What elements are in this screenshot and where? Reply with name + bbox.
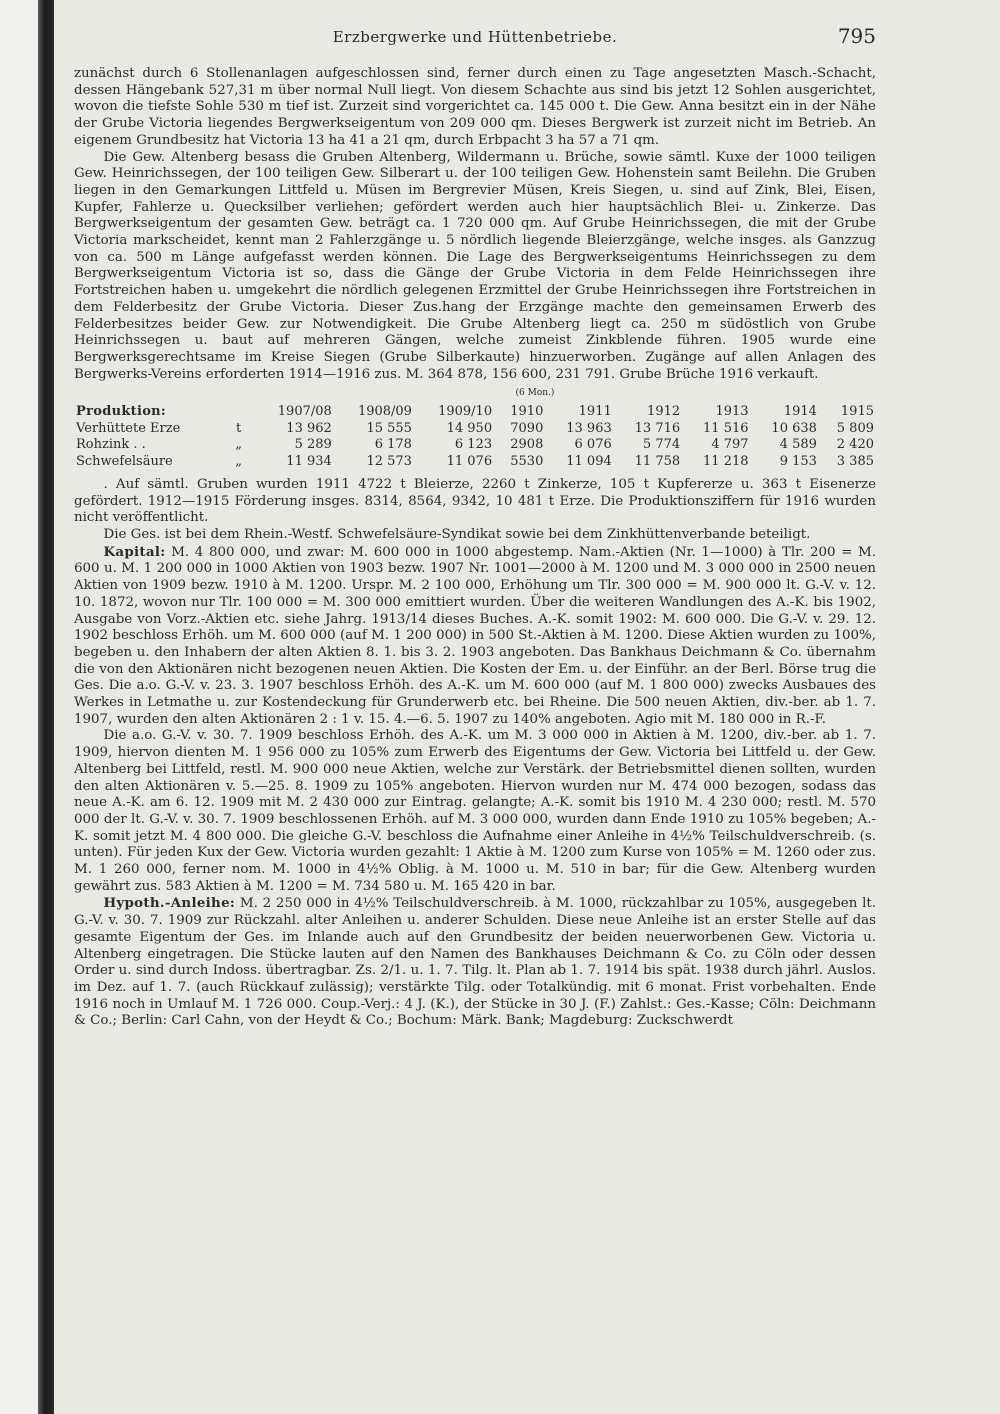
table-cell: 6 123: [454, 437, 493, 453]
kapital-paragraph: [74, 544, 876, 729]
row-unit: t: [236, 420, 242, 436]
main-text: [74, 66, 876, 1030]
year-header: 1915: [840, 404, 874, 420]
table-cell: 2 420: [836, 437, 874, 453]
table-cell: 6 178: [374, 437, 412, 453]
paragraph: zunächst durch 6 Stollenanlagen aufgeschlossen sind, ferner durch einen zu Tage angesetzten Masch.-Schacht, dessen Hängebank 527,31 m über normal Null liegt. Von diesem Schachte aus sind bis jetzt 12 Sohlen ausgerichtet, wovon die tiefste Sohle 530 m tief ist. Zurzeit sind vorgerichtet ca. 145 000 t. Die Gew. Anna besitzt ein in der Nähe der Grube Victoria liegendes Bergwerkseigentum von 209 000 qm. Dieses Bergwerk ist zurzeit nicht im Betrieb. An eigenem Grundbesitz hat Victoria 13 ha 41 a 21 qm, durch Erbpacht 3 ha 57 a 71 qm.: [74, 66, 876, 148]
table-row: [74, 437, 876, 454]
table-cell: 3 385: [836, 454, 874, 470]
table-header-row: [74, 404, 876, 421]
table-cell: 4 797: [711, 437, 749, 453]
production-heading: Produktion:: [76, 404, 167, 420]
year-header: 1914: [783, 404, 817, 420]
kapital-text: M. 4 800 000, und zwar: M. 600 000 in 1000 abgestemp. Nam.-Aktien (Nr. 1—1000) à Tlr. 200 = M. 600 u. M. 1 200 000 in 1000 Aktien von 1903 bezw. 1907 Nr. 1001—2000 à M. 1200 und M. 3 000 000 in 2500 neuen Aktien von 1909 bezw. 1910 à M. 1200. Urspr. M. 2 100 000, Erhöhung um Tlr. 300 000 = M. 900 000 lt. G.-V. v. 12. 10. 1872, wovon nur Tlr. 100 000 = M. 300 000 emittiert wurden. Über die weiteren Wandlungen des A.-K. bis 1902, Ausgabe von Vorz.-Aktien etc. siehe Jahrg. 1913/14 dieses Buches. A.-K. somit 1902: M. 600 000. Die G.-V. v. 29. 12. 1902 beschloss Erhöh. um M. 600 000 (auf M. 1 200 000) in 500 St.-Aktien à M. 1200. Diese Aktien wurden zu 100%, begeben u. den Inhabern der alten Aktien 8. 1. bis 3. 2. 1903 angeboten. Das Bankhaus Deichmann & Co. übernahm die von den Aktionären nicht bezogenen neuen Aktien. Die Kosten der Em. u. der Einführ. an der Berl. Börse trug die Ges. Die a.o. G.-V. v. 23. 3. 1907 beschloss Erhöh. des A.-K. um M. 600 000 (auf M. 1 800 000) zwecks Ausbaues des Werkes in Letmathe u. zur Kostendeckung für Grunderwerb etc. bei Rheine. Die 500 neuen Aktien, div.-ber. ab 1. 7. 1907, wurden den alten Aktionären 2 : 1 v. 15. 4.—6. 5. 1907 zu 140% angeboten. Agio mit M. 180 000 in R.-F.: [74, 544, 876, 727]
anleihe-text: M. 2 250 000 in 4½% Teilschuldverschreib. à M. 1000, rückzahlbar zu 105%, ausgegeben lt. G.-V. v. 30. 7. 1909 zur Rückzahl. alter Anleihen u. anderer Schulden. Diese neue Anleihe ist an erster Stelle auf das gesamte Eigentum der Ges. im Inlande auch auf den Grundbesitz der beiden neuerworbenen Gew. Victoria u. Altenberg eingetragen. Die Stücke lauten auf den Namen des Bankhauses Deichmann & Co. zu Cöln oder dessen Order u. sind durch Indoss. übertragbar. Zs. 2/1. u. 1. 7. Tilg. lt. Plan ab 1. 7. 1914 bis spät. 1938 durch jährl. Auslos. im Dez. auf 1. 7. (auch Rückkauf zulässig); verstärkte Tilg. oder Totalkündig. mit 6 monat. Frist vorbehalten. Ende 1916 noch in Umlauf M. 1 726 000. Coup.-Verj.: 4 J. (K.), der Stücke in 30 J. (F.) Zahlst.: Ges.-Kasse; Cöln: Deichmann & Co.; Berlin: Carl Cahn, von der Heydt & Co.; Bochum: Märk. Bank; Magdeburg: Zuckschwerdt: [74, 896, 876, 1029]
year-header: 1907/08: [277, 404, 332, 420]
production-table: [74, 404, 876, 471]
table-cell: 12 573: [366, 454, 412, 470]
table-cell: 5 289: [294, 437, 332, 453]
year-header: 1911: [578, 404, 612, 420]
running-header: [74, 22, 876, 56]
book-spine-shadow: [38, 0, 54, 1414]
table-cell: 9 153: [779, 454, 817, 470]
running-title: Erzbergwerke und Hüttenbetriebe.: [332, 28, 618, 46]
table-cell: 5530: [510, 454, 544, 470]
page-number: 795: [837, 24, 876, 48]
table-cell: 13 963: [566, 420, 612, 436]
row-unit: „: [235, 454, 243, 470]
table-cell: 5 809: [836, 420, 874, 436]
table-cell: 11 758: [634, 454, 681, 470]
table-cell: 11 094: [566, 454, 612, 470]
production-footnote-marker: (6 Mon.): [515, 388, 555, 399]
year-header: 1912: [647, 404, 681, 420]
table-cell: 10 638: [771, 420, 817, 436]
table-cell: 13 716: [634, 420, 681, 436]
anleihe-heading: Hypoth.-Anleihe:: [103, 895, 236, 912]
year-header: 1909/10: [438, 404, 493, 420]
row-unit: „: [235, 437, 243, 453]
table-cell: 11 218: [703, 454, 749, 470]
year-header: 1908/09: [357, 404, 412, 420]
row-label: Schwefelsäure: [76, 454, 173, 470]
table-cell: 7090: [510, 420, 544, 436]
table-row: [74, 454, 876, 471]
paragraph: . Auf sämtl. Gruben wurden 1911 4722 t Bleierze, 2260 t Zinkerze, 105 t Kupfererze u. 363 t Eisenerze gefördert. 1912—1915 Förderung insges. 8314, 8564, 9342, 10 481 t Erze. Die Produktionsziffern für 1916 wurden nicht veröffentlicht.: [74, 476, 876, 526]
table-cell: 2908: [510, 437, 544, 453]
paragraph: Die a.o. G.-V. v. 30. 7. 1909 beschloss Erhöh. des A.-K. um M. 3 000 000 in Aktien à M. 1200, div.-ber. ab 1. 7. 1909, hiervon dienten M. 1 956 000 zu 105% zum Erwerb des Eigentums der Gew. Victoria bei Littfeld u. der Gew. Altenberg bei Littfeld, restl. M. 900 000 neue Aktien, welche zur Verstärk. der Betriebsmittel dienen sollten, wurden den alten Aktionären v. 5.—25. 8. 1909 zu 105% angeboten. Hiervon wurden nur M. 474 000 bezogen, sodass das neue A.-K. am 6. 12. 1909 mit M. 2 430 000 zur Eintrag. gelangte; A.-K. somit bis 1910 M. 4 230 000; restl. M. 570 000 der lt. G.-V. v. 30. 7. 1909 beschlossenen Erhöh. auf M. 3 000 000, wurden dann Ende 1910 zu 105% begeben; A.-K. somit jetzt M. 4 800 000. Die gleiche G.-V. beschloss die Aufnahme einer Anleihe in 4½% Teilschuldverschreib. (s. unten). Für jeden Kux der Gew. Victoria wurden gezahlt: 1 Aktie à M. 1200 zum Kurse von 105% = M. 1260 oder zus. M. 1 260 000, ferner nom. M. 1000 in 4½% Oblig. à M. 1000 u. M. 510 in bar; für die Gew. Altenberg wurden gewährt zus. 583 Aktien à M. 1200 = M. 734 580 u. M. 165 420 in bar.: [74, 728, 876, 894]
table-cell: 11 076: [446, 454, 493, 470]
table-cell: 13 962: [286, 420, 332, 436]
table-cell: 11 934: [286, 454, 332, 470]
paragraph: Die Gew. Altenberg besass die Gruben Altenberg, Wildermann u. Brüche, sowie sämtl. Kuxe der 1000 teiligen Gew. Heinrichssegen, der 100 teiligen Gew. Silberart u. der 100 teiligen Gew. Hohenstein samt Beilehn. Die Gruben liegen in den Gemarkungen Littfeld u. Müsen im Bergrevier Müsen, Kreis Siegen, u. sind auf Zink, Blei, Eisen, Kupfer, Fahlerze u. Quecksilber verliehen; gefördert werden auch hier hauptsächlich Blei- u. Zinkerze. Das Bergwerkseigentum der gesamten Gew. beträgt ca. 1 720 000 qm. Auf Grube Heinrichssegen, die mit der Grube Victoria markscheidet, kennt man 2 Fahlerzgänge u. 5 nördlich liegende Bleierzgänge, welche insges. als Ganzzug von ca. 500 m Länge aufgefasst werden können. Die Lage des Bergwerkseigentums Heinrichssegen zu dem Bergwerkseigentum Victoria ist so, dass die Gänge der Grube Victoria in dem Felde Heinrichssegen ihre Fortstreichen haben u. umgekehrt die nördlich gelegenen Erzmittel der Grube Heinrichssegen ihre Fortstreichen in dem Felderbesitz der Grube Victoria. Dieser Zus.hang der Erzgänge machte den gemeinsamen Erwerb des Felderbesitzes beider Gew. zur Notwendigkeit. Die Grube Altenberg liegt ca. 250 m südöstlich von Grube Heinrichssegen u. baut auf mehreren Gängen, welche zumeist Zinkblende führen. 1905 wurde eine Bergwerksgerechtsame im Kreise Siegen (Grube Silberkaute) hinzuerworben. Zugänge auf allen Anlagen des Bergwerks-Vereins erforderten 1914—1916 zus. M. 364 878, 156 600, 231 791. Grube Brüche 1916 verkauft.: [74, 149, 876, 382]
document-page: [74, 22, 876, 1030]
paragraph: Die Ges. ist bei dem Rhein.-Westf. Schwefelsäure-Syndikat sowie bei dem Zinkhüttenverbande beteiligt.: [103, 526, 811, 542]
kapital-heading: Kapital:: [103, 543, 166, 560]
table-cell: 11 516: [703, 420, 749, 436]
table-row: [74, 421, 876, 438]
anleihe-paragraph: [74, 895, 876, 1030]
table-cell: 14 950: [446, 420, 493, 436]
table-cell: 4 589: [779, 437, 817, 453]
table-cell: 5 774: [642, 437, 681, 453]
row-label: Verhüttete Erze: [76, 420, 181, 436]
year-header: 1910: [510, 404, 544, 420]
left-page-edge: [0, 0, 38, 1414]
table-cell: 15 555: [366, 420, 412, 436]
table-cell: 6 076: [574, 437, 612, 453]
year-header: 1913: [715, 404, 749, 420]
row-label: Rohzink . .: [76, 437, 146, 453]
